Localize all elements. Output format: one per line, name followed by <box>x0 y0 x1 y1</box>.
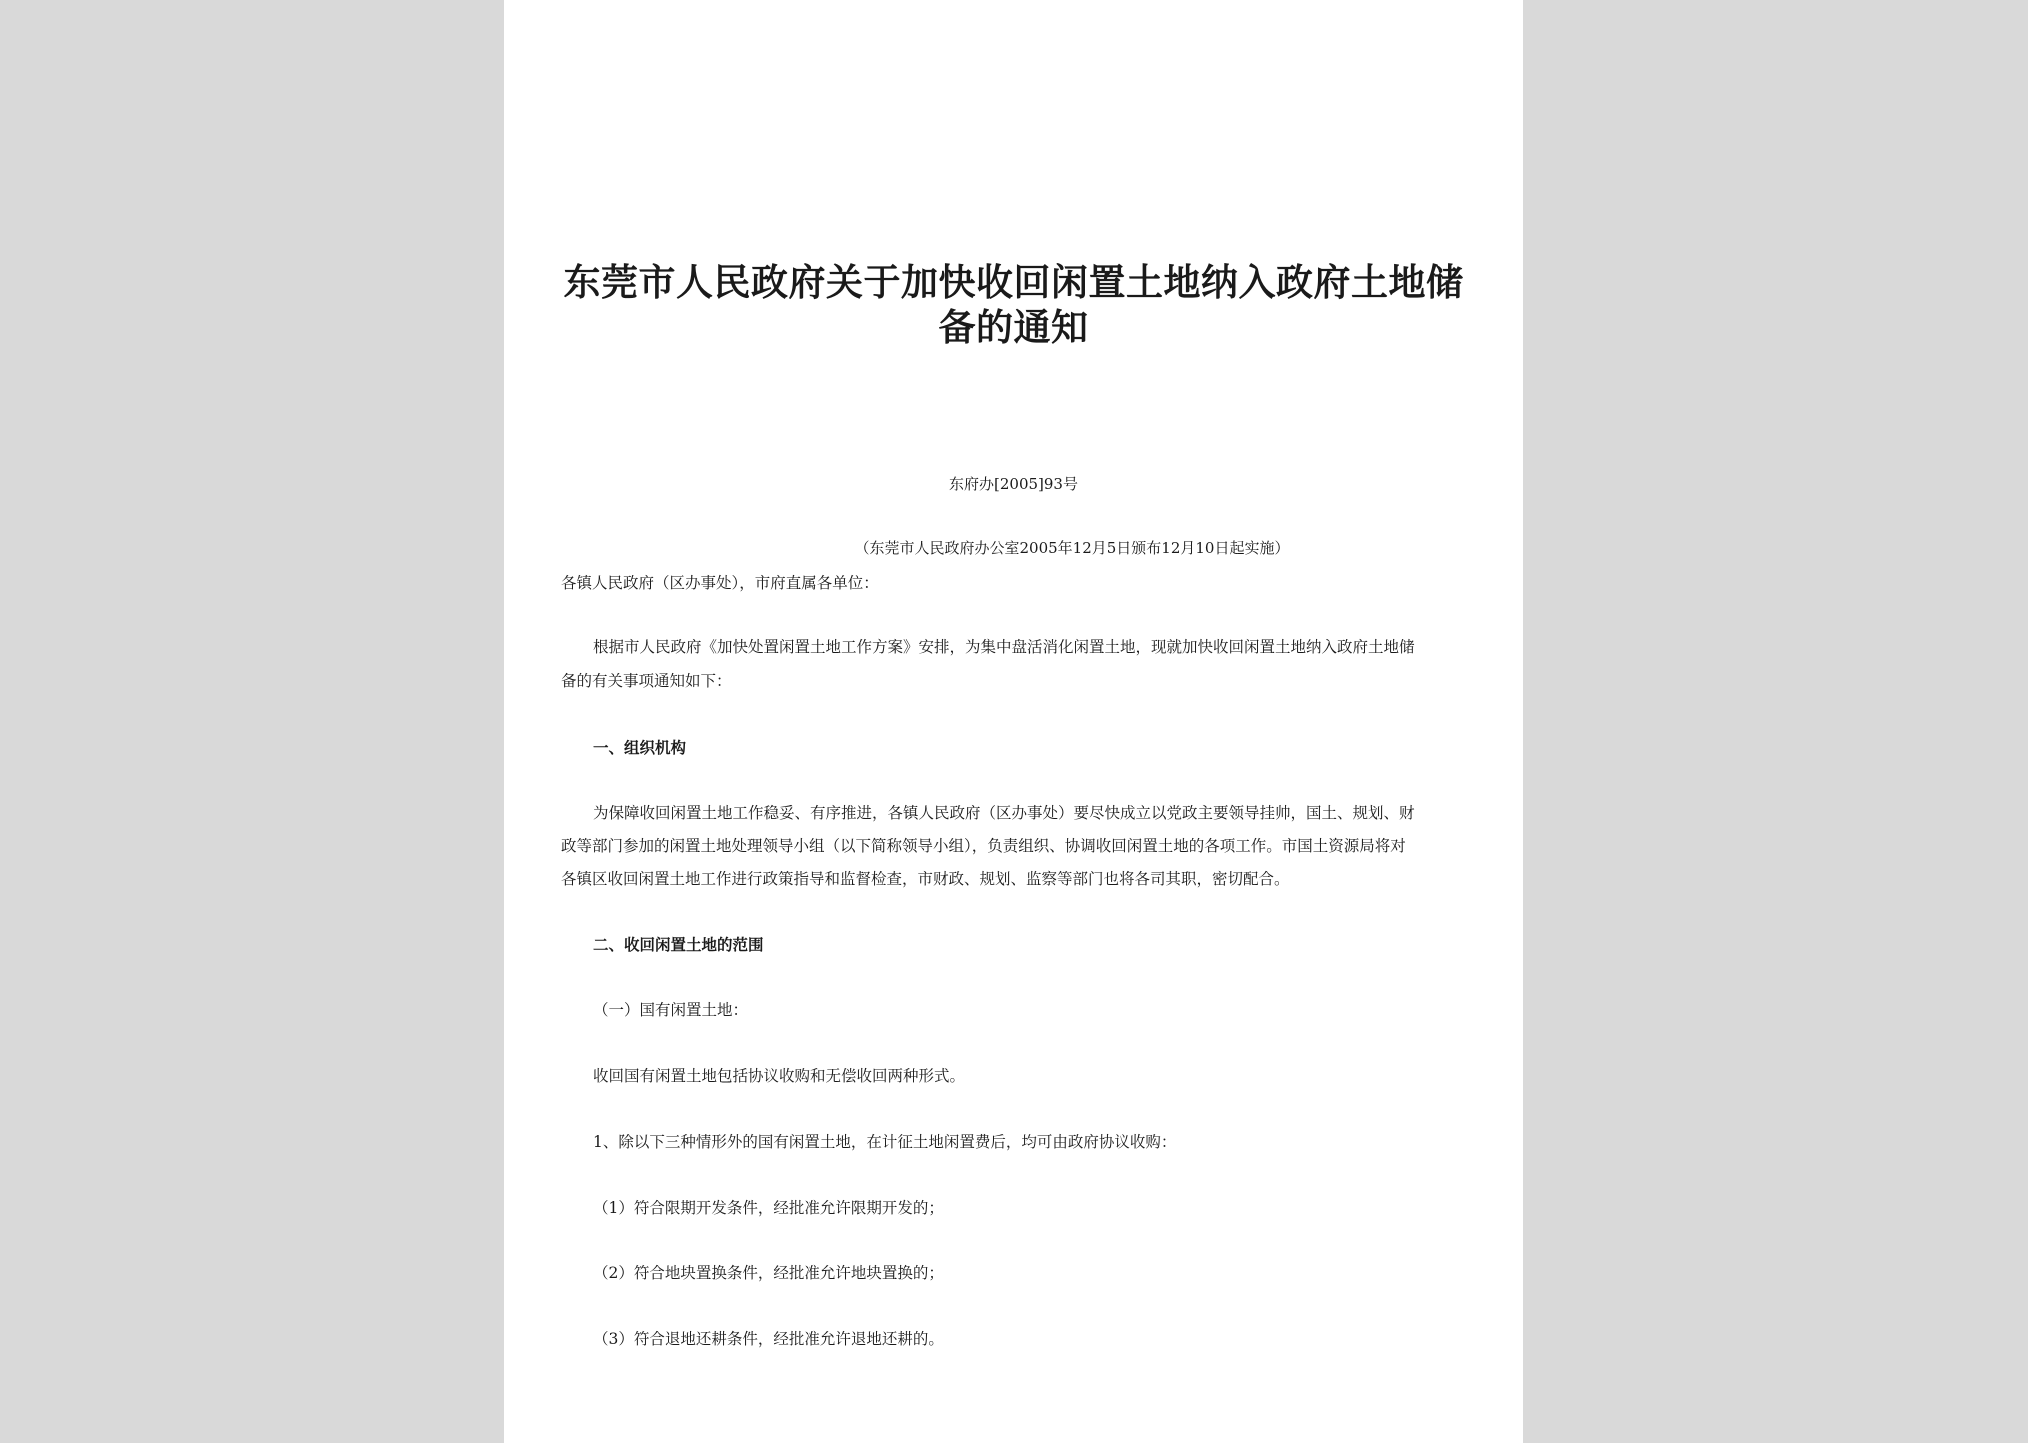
title-line-1: 东莞市人民政府关于加快收回闲置土地纳入政府土地储 <box>563 260 1464 304</box>
section-paragraph-line: 为保障收回闲置土地工作稳妥、有序推进，各镇人民政府（区办事处）要尽快成立以党政主要领导挂帅，国土、规划、财 <box>593 804 1415 822</box>
issue-note: （东莞市人民政府办公室2005年12月5日颁布12月10日起实施） <box>854 539 1290 557</box>
document-number: 东府办[2005]93号 <box>949 475 1078 493</box>
section-paragraph-line: 各镇区收回闲置土地工作进行政策指导和监督检查，市财政、规划、监察等部门也将各司其职，密切配合。 <box>561 870 1290 888</box>
intro-paragraph-line: 备的有关事项通知如下： <box>561 672 732 690</box>
list-item: （1）符合限期开发条件，经批准允许限期开发的； <box>593 1199 944 1217</box>
subsection-heading: （一）国有闲置土地： <box>593 1001 749 1019</box>
document-page <box>504 0 1523 1443</box>
intro-paragraph-line: 根据市人民政府《加快处置闲置土地工作方案》安排，为集中盘活消化闲置土地，现就加快收回闲置土地纳入政府土地储 <box>593 638 1415 656</box>
addressee: 各镇人民政府（区办事处），市府直属各单位： <box>561 574 879 592</box>
section-heading: 二、收回闲置土地的范围 <box>593 935 764 954</box>
list-item: （3）符合退地还耕条件，经批准允许退地还耕的。 <box>593 1330 944 1348</box>
section-heading: 一、组织机构 <box>593 738 687 757</box>
section-paragraph: 收回国有闲置土地包括协议收购和无偿收回两种形式。 <box>593 1067 966 1085</box>
list-item: （2）符合地块置换条件，经批准允许地块置换的； <box>593 1264 944 1282</box>
document-title <box>554 260 1473 350</box>
section-paragraph-line: 政等部门参加的闲置土地处理领导小组（以下简称领导小组），负责组织、协调收回闲置土地的各项工作。市国土资源局将对 <box>561 837 1406 855</box>
list-item: 1、除以下三种情形外的国有闲置土地，在计征土地闲置费后，均可由政府协议收购： <box>593 1133 1177 1151</box>
title-line-2: 备的通知 <box>938 305 1089 349</box>
